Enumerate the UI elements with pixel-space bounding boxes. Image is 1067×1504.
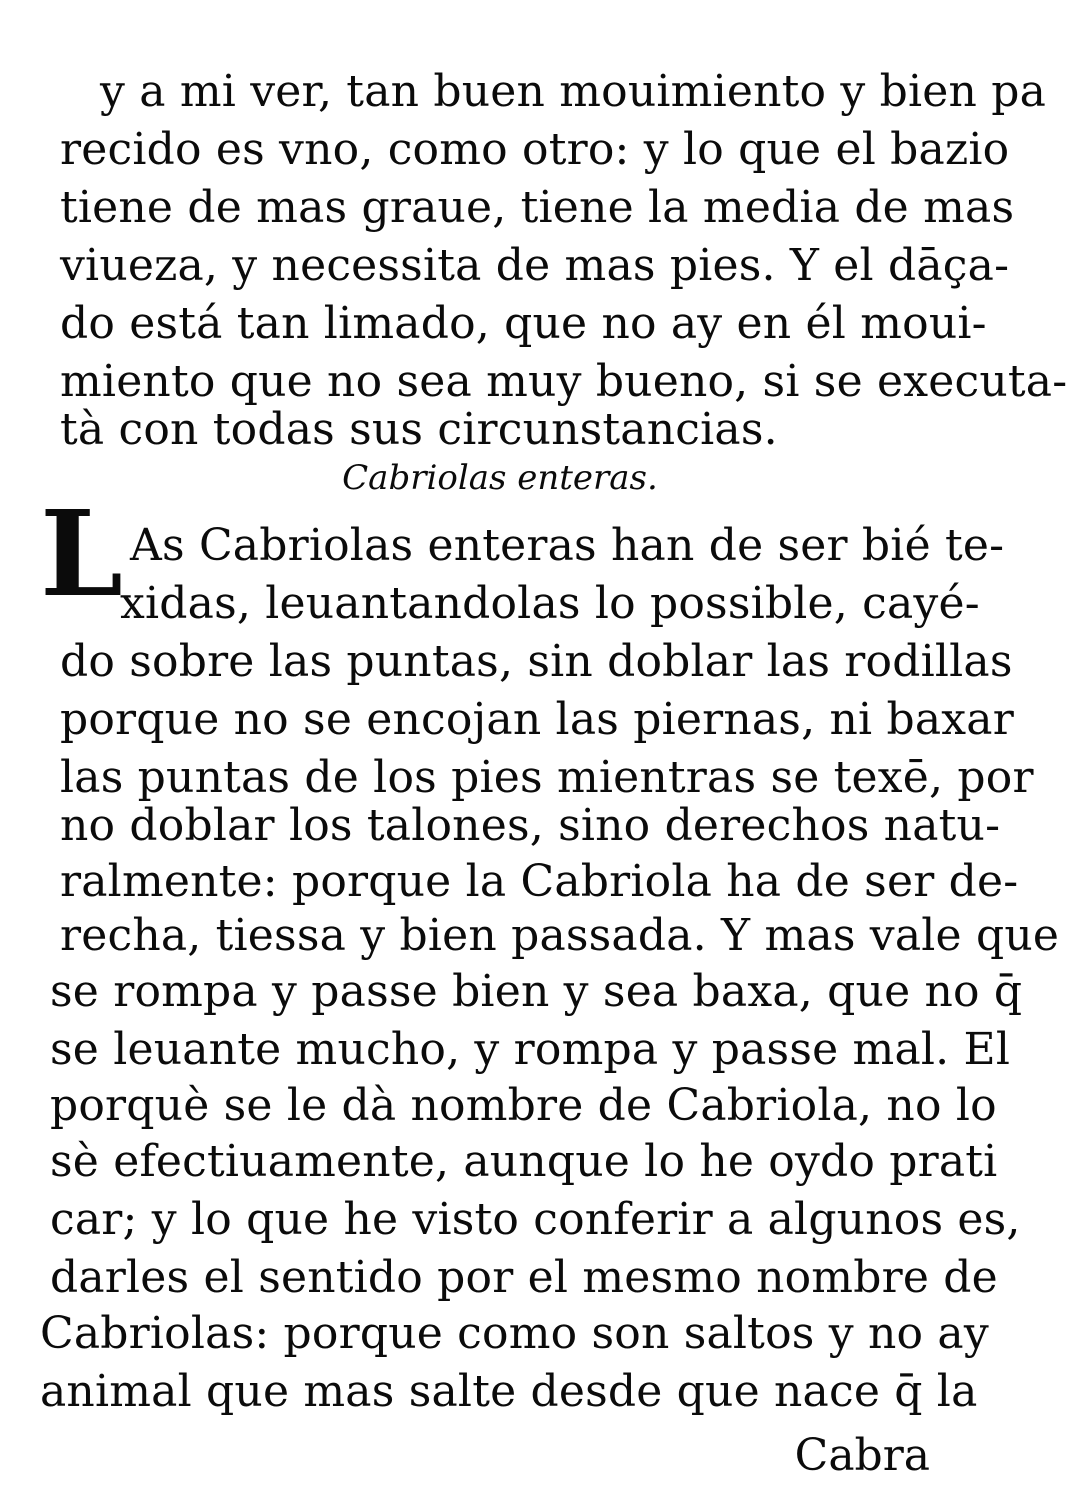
text-line: y a mi ver, tan buen mouimiento y bien pa — [100, 66, 1047, 117]
text-line: tà con todas sus circunstancias. — [60, 404, 778, 455]
paragraph-line: car; y lo que he visto conferir a algunos es, — [50, 1194, 1021, 1245]
paragraph-line: xidas, leuantandolas lo possible, cayé- — [120, 578, 980, 629]
paragraph-line: do sobre las puntas, sin doblar las rodillas — [60, 636, 1013, 687]
text-line: recido es vno, como otro: y lo que el bazio — [60, 124, 1010, 175]
text-line: do está tan limado, que no ay en él moui- — [60, 298, 987, 349]
paragraph-line: Cabriolas: porque como son saltos y no ay — [40, 1308, 989, 1359]
paragraph-line: recha, tiessa y bien passada. Y mas vale que — [60, 910, 1060, 961]
paragraph-line: As Cabriolas enteras han de ser bié te- — [130, 520, 1005, 571]
paragraph-line: se leuante mucho, y rompa y passe mal. El — [50, 1024, 1011, 1075]
drop-cap: L — [40, 484, 123, 623]
paragraph-line: ralmente: porque la Cabriola ha de ser de- — [60, 856, 1019, 907]
text-line: miento que no sea muy bueno, si se executa- — [60, 356, 1067, 407]
text-line: tiene de mas graue, tiene la media de mas — [60, 182, 1015, 233]
paragraph-line: sè efectiuamente, aunque lo he oydo prati — [50, 1136, 998, 1187]
paragraph-line: las puntas de los pies mientras se texē, por — [60, 752, 1034, 803]
paragraph-line: porquè se le dà nombre de Cabriola, no lo — [50, 1080, 997, 1131]
section-heading: Cabriolas enteras. — [342, 458, 658, 498]
paragraph-line: se rompa y passe bien y sea baxa, que no q̄ — [50, 966, 1023, 1017]
paragraph-line: no doblar los talones, sino derechos natu- — [60, 800, 1001, 851]
paragraph-line: animal que mas salte desde que nace q̄ la — [40, 1366, 978, 1417]
catchword: Cabra — [794, 1430, 930, 1481]
text-line: viueza, y necessita de mas pies. Y el dāça- — [60, 240, 1010, 291]
paragraph-line: darles el sentido por el mesmo nombre de — [50, 1252, 998, 1303]
paragraph-line: porque no se encojan las piernas, ni baxar — [60, 694, 1014, 745]
